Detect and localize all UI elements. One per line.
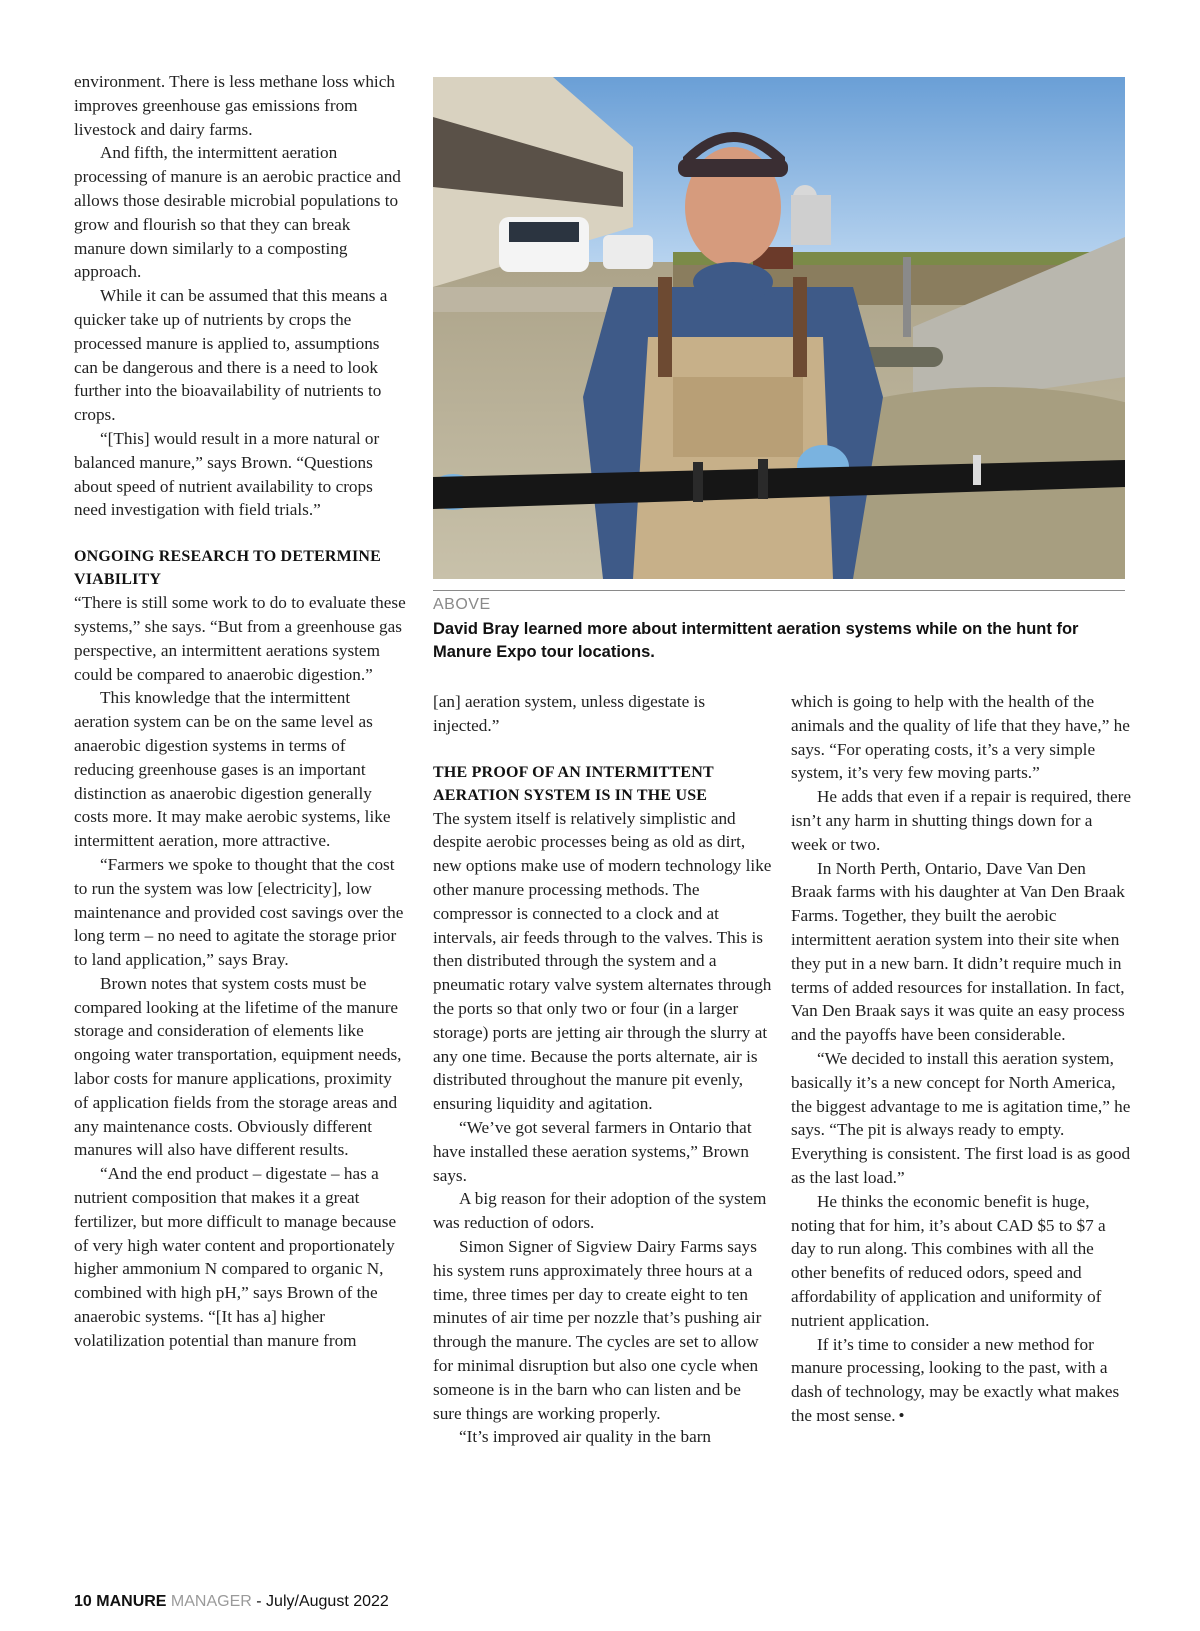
paragraph: “[This] would result in a more natural or balanced manure,” says Brown. “Questions about speed of nutrient availability to crops need investigation with field trials.”: [74, 428, 380, 520]
paragraph: And fifth, the intermittent aeration processing of manure is an aerobic practice and allows those desirable microbial populations to grow and flourish so that they can break manure down similarly to a composting approach.: [74, 143, 401, 282]
issue-date: - July/August 2022: [256, 1593, 389, 1610]
photo-caption: David Bray learned more about intermittent aeration systems while on the hunt for Manure Expo tour locations.: [433, 620, 1079, 661]
end-mark: •: [898, 1405, 905, 1425]
magazine-name-light: MANAGER: [170, 1593, 252, 1610]
paragraph: In North Perth, Ontario, Dave Van Den Braak farms with his daughter at Van Den Braak Farms. Together, they built the aerobic intermittent aeration system into their site when they put in a new barn. It didn’t require much in terms of added resources for installation. In fact, Van Den Braak says it was quite an easy process and the payoffs have been considerable.: [791, 858, 1125, 1045]
article-column-1: [74, 70, 406, 1353]
paragraph-text: If it’s time to consider a new method for manure processing, looking to the past, with a dash of technology, may be exactly what makes the most sense.: [791, 1334, 1120, 1425]
paragraph: “There is still some work to do to evaluate these systems,” she says. “But from a greenhouse gas perspective, an intermittent aerations system could be compared to anaerobic digestion.”: [74, 593, 406, 684]
page-number: 10: [74, 1593, 92, 1610]
paragraph: He adds that even if a repair is required, there isn’t any harm in shutting things down for a week or two.: [791, 787, 1132, 854]
paragraph: [791, 1333, 1131, 1428]
paragraph: “We’ve got several farmers in Ontario that have installed these aeration systems,” Brown says.: [433, 1117, 752, 1185]
paragraph: This knowledge that the intermittent aeration system can be on the same level as anaerobic digestion systems in terms of reducing greenhouse gases is an important distinction as anaerobic digestion generally costs more. It may make aerobic systems, like intermittent aeration, more attractive.: [74, 688, 391, 851]
article-photo: [433, 77, 1125, 579]
caption-label: ABOVE: [433, 596, 491, 613]
caption-divider: [433, 590, 1125, 591]
paragraph: “It’s improved air quality in the barn: [459, 1427, 712, 1447]
section-heading: ONGOING RESEARCH TO DETERMINE VIABILITY: [74, 548, 382, 589]
paragraph: The system itself is relatively simplistic and despite aerobic processes being as old as dirt, new options make use of modern technology like other manure processing methods. The compressor is connected to a clock and at intervals, air feeds through to the valves. This is then distributed through the system and a pneumatic rotary valve system alternates through the ports so that only two or four (in a larger storage) ports are jetting air through the slurry at any one time. Because the ports alternate, air is distributed throughout the manure pit evenly, ensuring liquidity and agitation.: [433, 808, 772, 1114]
paragraph: Brown notes that system costs must be compared looking at the lifetime of the manure storage and consideration of elements like ongoing water transportation, equipment needs, labor costs for manure applications, proximity of application fields from the storage areas and any maintenance costs. Obviously different manures will also have different results.: [74, 973, 402, 1160]
paragraph: A big reason for their adoption of the system was reduction of odors.: [433, 1189, 767, 1233]
magazine-name-bold: MANURE: [96, 1593, 167, 1610]
paragraph: environment. There is less methane loss which improves greenhouse gas emissions from livestock and dairy farms.: [74, 72, 395, 139]
paragraph: which is going to help with the health of the animals and the quality of life that they have,” he says. “For operating costs, it’s a very simple system, it’s very few moving parts.”: [791, 692, 1130, 783]
section-heading: THE PROOF OF AN INTERMITTENT AERATION SYSTEM IS IN THE USE: [433, 763, 714, 804]
paragraph: Simon Signer of Sigview Dairy Farms says his system runs approximately three hours at a time, three times per day to create eight to ten minutes of air time per nozzle that’s pushing air through the manure. The cycles are set to allow for minimal disruption but also one cycle when someone is in the barn who can listen and be sure things are working properly.: [433, 1236, 762, 1423]
article-column-3: [791, 690, 1131, 1428]
paragraph: “Farmers we spoke to thought that the cost to run the system was low [electricity], low maintenance and provided cost savings over the long term – no need to agitate the storage prior to land application,” says Bray.: [74, 854, 404, 970]
page-footer: [74, 1593, 389, 1611]
paragraph: He thinks the economic benefit is huge, noting that for him, it’s about CAD $5 to $7 a day to run along. This combines with all the other benefits of reduced odors, speed and affordability of application and uniformity of nutrient application.: [791, 1191, 1106, 1330]
paragraph: [an] aeration system, unless digestate is injected.”: [433, 692, 706, 735]
article-column-2: [433, 690, 773, 1449]
paragraph: “We decided to install this aeration system, basically it’s a new concept for North America, the biggest advantage to me is agitation time,” he says. “The pit is always ready to empty. Everything is consistent. The first load is as good as the last load.”: [791, 1048, 1131, 1187]
paragraph: “And the end product – digestate – has a nutrient composition that makes it a great fertilizer, but more difficult to manage because of very high water content and proportionately higher ammonium N compared to organic N, combined with high pH,” says Brown of the anaerobic systems. “[It has a] higher volatilization potential than manure from: [74, 1164, 397, 1350]
paragraph: While it can be assumed that this means a quicker take up of nutrients by crops the processed manure is applied to, assumptions can be dangerous and there is a need to look further into the bioavailability of nutrients to crops.: [74, 286, 388, 425]
